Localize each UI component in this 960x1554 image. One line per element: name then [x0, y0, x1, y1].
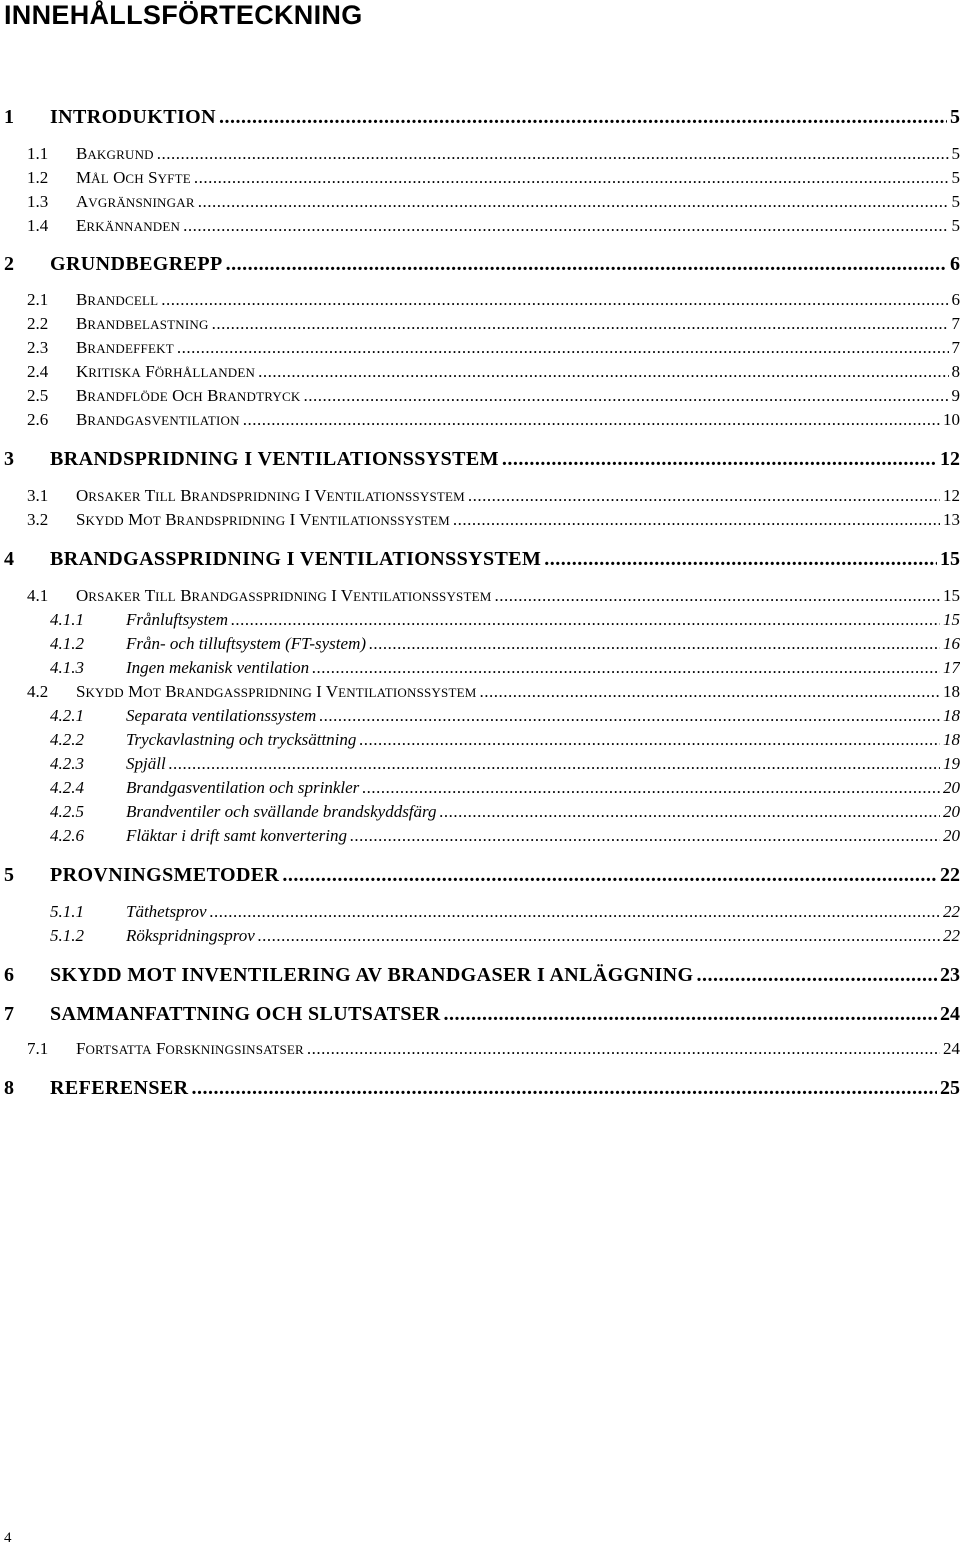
toc-entry-number: 6: [4, 964, 14, 986]
toc-leader-dots: [468, 486, 940, 506]
toc-entry-page: 22: [940, 864, 960, 886]
toc-leader-dots: [169, 754, 940, 774]
toc-entry-number: 2.6: [27, 410, 49, 429]
toc-entry-page: 18: [943, 682, 960, 701]
toc-entry-number: 2.5: [27, 386, 49, 405]
toc-entry-number: 5: [4, 864, 14, 886]
toc-entry-page: 22: [943, 926, 960, 945]
toc-entry-page: 5: [951, 216, 960, 235]
toc-entry-title: BRANDGASVENTILATION: [76, 410, 240, 429]
toc-entry-page: 9: [951, 386, 960, 405]
toc-entry-number: 3.1: [27, 486, 49, 505]
toc-leader-dots: [191, 1077, 937, 1100]
toc-entry-title: BRANDEFFEKT: [76, 338, 174, 357]
toc-entry-title: Fläktar i drift samt konvertering: [126, 826, 347, 845]
toc-entry-page: 6: [951, 290, 960, 309]
toc-leader-dots: [161, 290, 948, 310]
toc-leader-dots: [544, 548, 937, 571]
toc-entry-title: GRUNDBEGREPP: [50, 253, 223, 275]
toc-leader-dots: [369, 634, 940, 654]
toc-entry-title: Spjäll: [126, 754, 166, 773]
toc-entry-page: 16: [943, 634, 960, 653]
toc-entry-number: 2.3: [27, 338, 49, 357]
toc-entry-page: 8: [951, 362, 960, 381]
toc-entry-page: 25: [940, 1077, 960, 1099]
toc-entry-title: INTRODUKTION: [50, 106, 216, 128]
toc-entry-number: 4.1.2: [50, 634, 84, 653]
toc-leader-dots: [219, 106, 947, 129]
toc-entry-number: 2: [4, 253, 14, 275]
toc-entry-title: ERKÄNNANDEN: [76, 216, 181, 235]
toc-leader-dots: [307, 1039, 940, 1059]
toc-entry-number: 8: [4, 1077, 14, 1099]
toc-entry-page: 7: [951, 338, 960, 357]
toc-entry-number: 2.2: [27, 314, 49, 333]
toc-leader-dots: [231, 610, 940, 630]
toc-entry-title: Rökspridningsprov: [126, 926, 255, 945]
toc-entry-number: 1.3: [27, 192, 49, 211]
toc-entry-page: 22: [943, 902, 960, 921]
toc-entry-page: 19: [943, 754, 960, 773]
toc-entry-page: 18: [943, 730, 960, 749]
toc-entry-page: 15: [940, 548, 960, 570]
toc-entry-page: 5: [951, 192, 960, 211]
toc-entry-number: 2.1: [27, 290, 49, 309]
toc-entry-page: 24: [943, 1039, 960, 1058]
toc-entry-number: 1.1: [27, 144, 49, 163]
toc-entry-page: 15: [943, 586, 960, 605]
toc-leader-dots: [440, 802, 940, 822]
toc-entry-number: 1: [4, 106, 14, 128]
toc-entry-title: Separata ventilationssystem: [126, 706, 317, 725]
toc-entry-number: 7.1: [27, 1039, 49, 1058]
toc-entry-number: 4.2.1: [50, 706, 84, 725]
toc-entry-page: 5: [951, 168, 960, 187]
toc-entry-number: 5.1.1: [50, 902, 84, 921]
toc-entry-number: 4.1: [27, 586, 49, 605]
toc-entry-page: 12: [943, 486, 960, 505]
toc-entry-title: Från- och tilluftsystem (FT-system): [126, 634, 367, 653]
page-number: 4: [4, 1530, 12, 1546]
toc-leader-dots: [359, 730, 940, 750]
toc-entry-title: BRANDSPRIDNING I VENTILATIONSSYSTEM: [50, 448, 499, 470]
toc-leader-dots: [502, 448, 937, 471]
toc-leader-dots: [157, 144, 949, 164]
toc-leader-dots: [282, 864, 937, 887]
toc-entry-title: Tryckavlastning och trycksättning: [126, 730, 357, 749]
toc-leader-dots: [495, 586, 940, 606]
toc-leader-dots: [319, 706, 940, 726]
toc-entry-number: 1.2: [27, 168, 49, 187]
toc-leader-dots: [212, 314, 949, 334]
toc-leader-dots: [696, 964, 937, 987]
toc-entry-page: 13: [943, 510, 960, 529]
toc-entry-page: 7: [951, 314, 960, 333]
toc-entry-title: Brandventiler och svällande brandskyddsfärg: [126, 802, 437, 821]
toc-entry-number: 4.2: [27, 682, 49, 701]
toc-entry-number: 3.2: [27, 510, 49, 529]
toc-entry-title: BRANDBELASTNING: [76, 314, 209, 333]
toc-leader-dots: [183, 216, 948, 236]
toc-leader-dots: [177, 338, 949, 358]
toc-entry-page: 24: [940, 1003, 960, 1025]
toc-entry-page: 20: [943, 826, 960, 845]
toc-entry-number: 4.2.3: [50, 754, 84, 773]
toc-entry-title: FORTSATTA FORSKNINGSINSATSER: [76, 1039, 304, 1058]
toc-entry-title: Täthetsprov: [126, 902, 207, 921]
toc-entry-number: 4.2.5: [50, 802, 84, 821]
toc-leader-dots: [226, 253, 947, 276]
toc-entry-number: 4.2.4: [50, 778, 84, 797]
toc-leader-dots: [303, 386, 948, 406]
toc-entry-title: Brandgasventilation och sprinkler: [126, 778, 360, 797]
toc-entry-number: 5.1.2: [50, 926, 84, 945]
toc-entry-title: SKYDD MOT BRANDSPRIDNING I VENTILATIONSSYSTEM: [76, 510, 450, 529]
toc-entry-page: 18: [943, 706, 960, 725]
toc-leader-dots: [444, 1003, 937, 1026]
toc-entry-title: MÅL OCH SYFTE: [76, 168, 191, 187]
toc-entry-page: 5: [951, 144, 960, 163]
toc-entry-number: 1.4: [27, 216, 49, 235]
toc-entry-page: 10: [943, 410, 960, 429]
toc-entry-number: 4.1.3: [50, 658, 84, 677]
toc-leader-dots: [480, 682, 940, 702]
toc-leader-dots: [210, 902, 940, 922]
toc-leader-dots: [258, 926, 940, 946]
toc-entry-title: SKYDD MOT INVENTILERING AV BRANDGASER I ANLÄGGNING: [50, 964, 694, 986]
toc-entry-page: 6: [950, 253, 960, 275]
toc-entry-number: 7: [4, 1003, 14, 1025]
toc-entry-title: ORSAKER TILL BRANDSPRIDNING I VENTILATIONSSYSTEM: [76, 486, 465, 505]
toc-entry-number: 3: [4, 448, 14, 470]
toc-entry-title: KRITISKA FÖRHÅLLANDEN: [76, 362, 256, 381]
toc-entry-page: 23: [940, 964, 960, 986]
toc-leader-dots: [258, 362, 948, 382]
toc-entry-title: ORSAKER TILL BRANDGASSPRIDNING I VENTILATIONSSYSTEM: [76, 586, 492, 605]
toc-leader-dots: [243, 410, 940, 430]
toc-entry-page: 17: [943, 658, 960, 677]
toc-entry-title: Frånluftsystem: [126, 610, 228, 629]
toc-entry-title: AVGRÄNSNINGAR: [76, 192, 195, 211]
toc-entry-page: 12: [940, 448, 960, 470]
toc-entry-title: BRANDGASSPRIDNING I VENTILATIONSSYSTEM: [50, 548, 542, 570]
toc-entry-title: REFERENSER: [50, 1077, 189, 1099]
toc-entry-page: 5: [950, 106, 960, 128]
page-title: INNEHÅLLSFÖRTECKNING: [4, 0, 363, 30]
toc-entry-title: SAMMANFATTNING OCH SLUTSATSER: [50, 1003, 441, 1025]
toc-entry-title: BRANDFLÖDE OCH BRANDTRYCK: [76, 386, 301, 405]
toc-entry-page: 20: [943, 802, 960, 821]
toc-entry-title: BAKGRUND: [76, 144, 154, 163]
toc-entry-number: 2.4: [27, 362, 49, 381]
toc-entry-page: 15: [943, 610, 960, 629]
toc-entry-title: Ingen mekanisk ventilation: [126, 658, 310, 677]
toc-entry-title: SKYDD MOT BRANDGASSPRIDNING I VENTILATIONSSYSTEM: [76, 682, 477, 701]
toc-entry-number: 4: [4, 548, 14, 570]
toc-entry-title: PROVNINGSMETODER: [50, 864, 280, 886]
toc-leader-dots: [350, 826, 940, 846]
toc-entry-number: 4.2.2: [50, 730, 84, 749]
toc-leader-dots: [312, 658, 940, 678]
toc-leader-dots: [362, 778, 940, 798]
toc-entry-page: 20: [943, 778, 960, 797]
toc-leader-dots: [453, 510, 940, 530]
toc-leader-dots: [198, 192, 949, 212]
toc-entry-number: 4.2.6: [50, 826, 84, 845]
toc-entry-number: 4.1.1: [50, 610, 84, 629]
toc-leader-dots: [194, 168, 949, 188]
toc-entry-title: BRANDCELL: [76, 290, 159, 309]
